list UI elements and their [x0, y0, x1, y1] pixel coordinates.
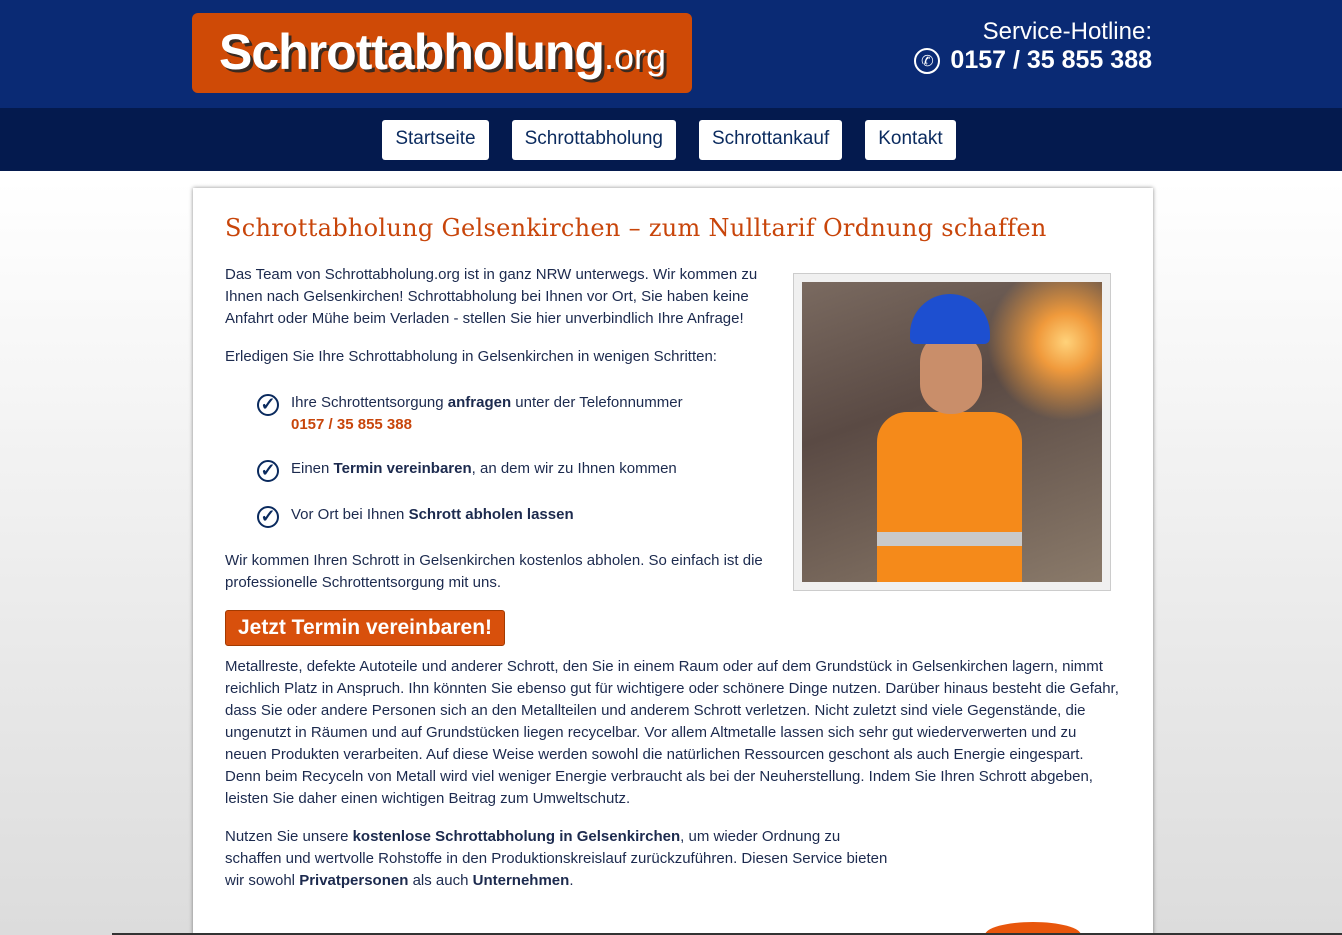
hotline-number[interactable]: 0157 / 35 855 388	[950, 46, 1152, 74]
check-icon: ✓	[257, 394, 279, 416]
nav-schrottankauf[interactable]: Schrottankauf	[699, 120, 842, 160]
last-paragraph: Nutzen Sie unsere kostenlose Schrottabholung in Gelsenkirchen, um wieder Ordnung zu schaffen und wertvolle Rohstoffe in den Produktionskreislauf zurückzuführen. Diesen Service bieten wir sowohl Privatpersonen als auch Unternehmen.	[225, 828, 888, 889]
nav-startseite[interactable]: Startseite	[382, 120, 488, 160]
outro-text: Wir kommen Ihren Schrott in Gelsenkirchen kostenlos abholen. So einfach ist die professionelle Schrottentsorgung mit uns.	[225, 552, 763, 591]
nav-kontakt[interactable]: Kontakt	[865, 120, 955, 160]
logo-tld: .org	[603, 36, 666, 77]
step-phone[interactable]: 0157 / 35 855 388	[291, 416, 412, 433]
logo[interactable]	[192, 13, 692, 93]
step-item: ✓ Einen Termin vereinbaren, an dem wir zu Ihnen kommen	[257, 458, 773, 482]
site-header	[0, 0, 1342, 108]
appointment-button[interactable]: Jetzt Termin vereinbaren!	[225, 610, 505, 646]
check-icon: ✓	[257, 460, 279, 482]
steps-list	[257, 392, 773, 528]
logo-text: Schrottabholung	[219, 24, 604, 80]
step-item: ✓ Ihre Schrottentsorgung anfragen unter der Telefonnummer 0157 / 35 855 388	[257, 392, 773, 436]
nav-schrottabholung[interactable]: Schrottabholung	[512, 120, 676, 160]
intro-text: Das Team von Schrottabholung.org ist in ganz NRW unterwegs. Wir kommen zu Ihnen nach Gelsenkirchen! Schrottabholung bei Ihnen vor Ort, Sie haben keine Anfahrt oder Mühe beim Verladen - stellen Sie hier unverbindlich Ihre Anfrage!	[225, 266, 758, 327]
step-item: ✓ Vor Ort bei Ihnen Schrott abholen lassen	[257, 504, 773, 528]
phone-icon: ✆	[914, 48, 940, 74]
main-nav	[0, 108, 1342, 171]
body-text: Metallreste, defekte Autoteile und anderer Schrott, den Sie in einem Raum oder auf dem Grundstück in Gelsenkirchen lagern, nimmt reichlich Platz in Anspruch. Ihn könnten Sie ebenso gut für wichtigere oder schönere Dinge nutzen. Darüber hinaus besteht die Gefahr, dass Sie oder andere Personen sich an den Metallteilen und anderem Schrott verletzen. Nicht zuletzt sind viele Gegenstände, die ungenutzt in Räumen und auf Grundstücken liegen recycelbar. Vor allem Altmetalle lassen sich sehr gut wiederverwerten und zu neuen Produkten verarbeiten. Auf diese Weise werden sowohl die natürlichen Ressourcen geschont als auch Energie eingespart. Denn beim Recyceln von Metall wird viel weniger Energie verbraucht als bei der Neuherstellung. Indem Sie Ihren Schrott abgeben, leisten Sie daher einen wichtigen Beitrag zum Umweltschutz.	[225, 658, 1119, 807]
service-hotline	[914, 18, 1152, 75]
hotline-label: Service-Hotline:	[982, 18, 1152, 45]
page-title: Schrottabholung Gelsenkirchen – zum Nulltarif Ordnung schaffen	[225, 214, 1047, 242]
content-card	[193, 188, 1153, 935]
check-icon: ✓	[257, 506, 279, 528]
steps-intro: Erledigen Sie Ihre Schrottabholung in Gelsenkirchen in wenigen Schritten:	[225, 348, 717, 365]
worker-photo	[793, 273, 1111, 591]
